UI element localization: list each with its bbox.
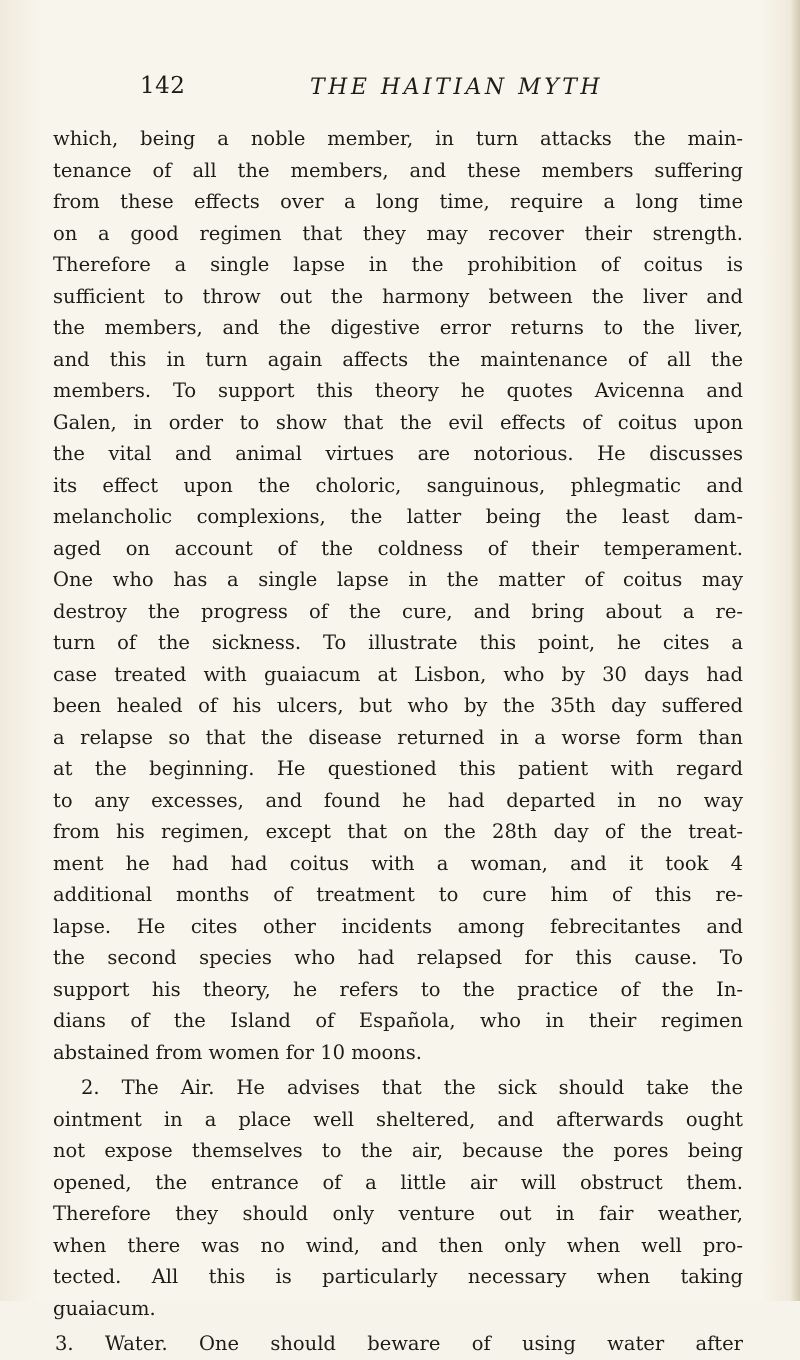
text-line: melancholic complexions, the latter being the least dam-	[53, 505, 743, 528]
running-title: THE HAITIAN MYTH	[310, 75, 604, 100]
text-line: the vital and animal virtues are notorious. He discusses	[53, 442, 743, 465]
text-line: at the beginning. He questioned this patient with regard	[53, 757, 743, 780]
body-text	[53, 123, 743, 1360]
text-line: when there was no wind, and then only when well pro-	[53, 1233, 743, 1257]
text-line: its effect upon the choloric, sanguinous, phlegmatic and	[53, 473, 743, 497]
text-line: lapse. He cites other incidents among febrecitantes and	[53, 914, 743, 938]
text-line: been healed of his ulcers, but who by the 35th day suffered	[53, 694, 743, 717]
text-line: tected. All this is particularly necessary when taking	[53, 1265, 743, 1288]
text-line: turn of the sickness. To illustrate this point, he cites a	[53, 631, 743, 654]
text-line: aged on account of the coldness of their temperament.	[53, 536, 743, 560]
text-line: members. To support this theory he quotes Avicenna and	[53, 379, 743, 402]
text-line: destroy the progress of the cure, and bring about a re-	[53, 599, 743, 623]
text-line: abstained from women for 10 moons.	[53, 1040, 423, 1064]
text-line: and this in turn again affects the maintenance of all the	[53, 347, 743, 371]
text-line: on a good regimen that they may recover their strength.	[53, 221, 743, 245]
text-line: 2. The Air. He advises that the sick should take the	[81, 1076, 743, 1099]
text-line: ment he had had coitus with a woman, and it took 4	[53, 851, 743, 875]
text-line: tenance of all the members, and these members suffering	[53, 158, 743, 182]
text-line: sufficient to throw out the harmony between the liver and	[53, 284, 743, 308]
text-line: not expose themselves to the air, because the pores being	[53, 1139, 743, 1162]
text-line: 3. Water. One should beware of using water after	[55, 1332, 743, 1355]
page-edge-shadow	[790, 0, 800, 1301]
text-line: Galen, in order to show that the evil effects of coitus upon	[53, 410, 743, 434]
text-line: the second species who had relapsed for this cause. To	[53, 946, 743, 969]
text-line: ointment in a place well sheltered, and afterwards ought	[53, 1107, 743, 1131]
text-line: which, being a noble member, in turn attacks the main-	[53, 127, 743, 150]
text-line: support his theory, he refers to the practice of the In-	[53, 977, 743, 1001]
text-line: from his regimen, except that on the 28th day of the treat-	[53, 820, 743, 843]
text-line: guaiacum.	[53, 1296, 156, 1320]
text-line: dians of the Island of Española, who in their regimen	[53, 1009, 743, 1032]
text-line: from these effects over a long time, require a long time	[53, 190, 743, 213]
text-line: case treated with guaiacum at Lisbon, who by 30 days had	[53, 662, 743, 686]
text-line: the members, and the digestive error returns to the liver,	[53, 316, 743, 339]
text-line: Therefore a single lapse in the prohibition of coitus is	[53, 253, 743, 276]
text-line: Therefore they should only venture out in fair weather,	[53, 1202, 743, 1225]
text-line: One who has a single lapse in the matter of coitus may	[53, 568, 743, 591]
text-line: to any excesses, and found he had departed in no way	[53, 788, 743, 812]
page-number: 142	[140, 73, 186, 99]
text-line: additional months of treatment to cure him of this re-	[53, 883, 743, 906]
text-line: opened, the entrance of a little air will obstruct them.	[53, 1170, 743, 1194]
text-line: a relapse so that the disease returned in a worse form than	[53, 725, 743, 749]
